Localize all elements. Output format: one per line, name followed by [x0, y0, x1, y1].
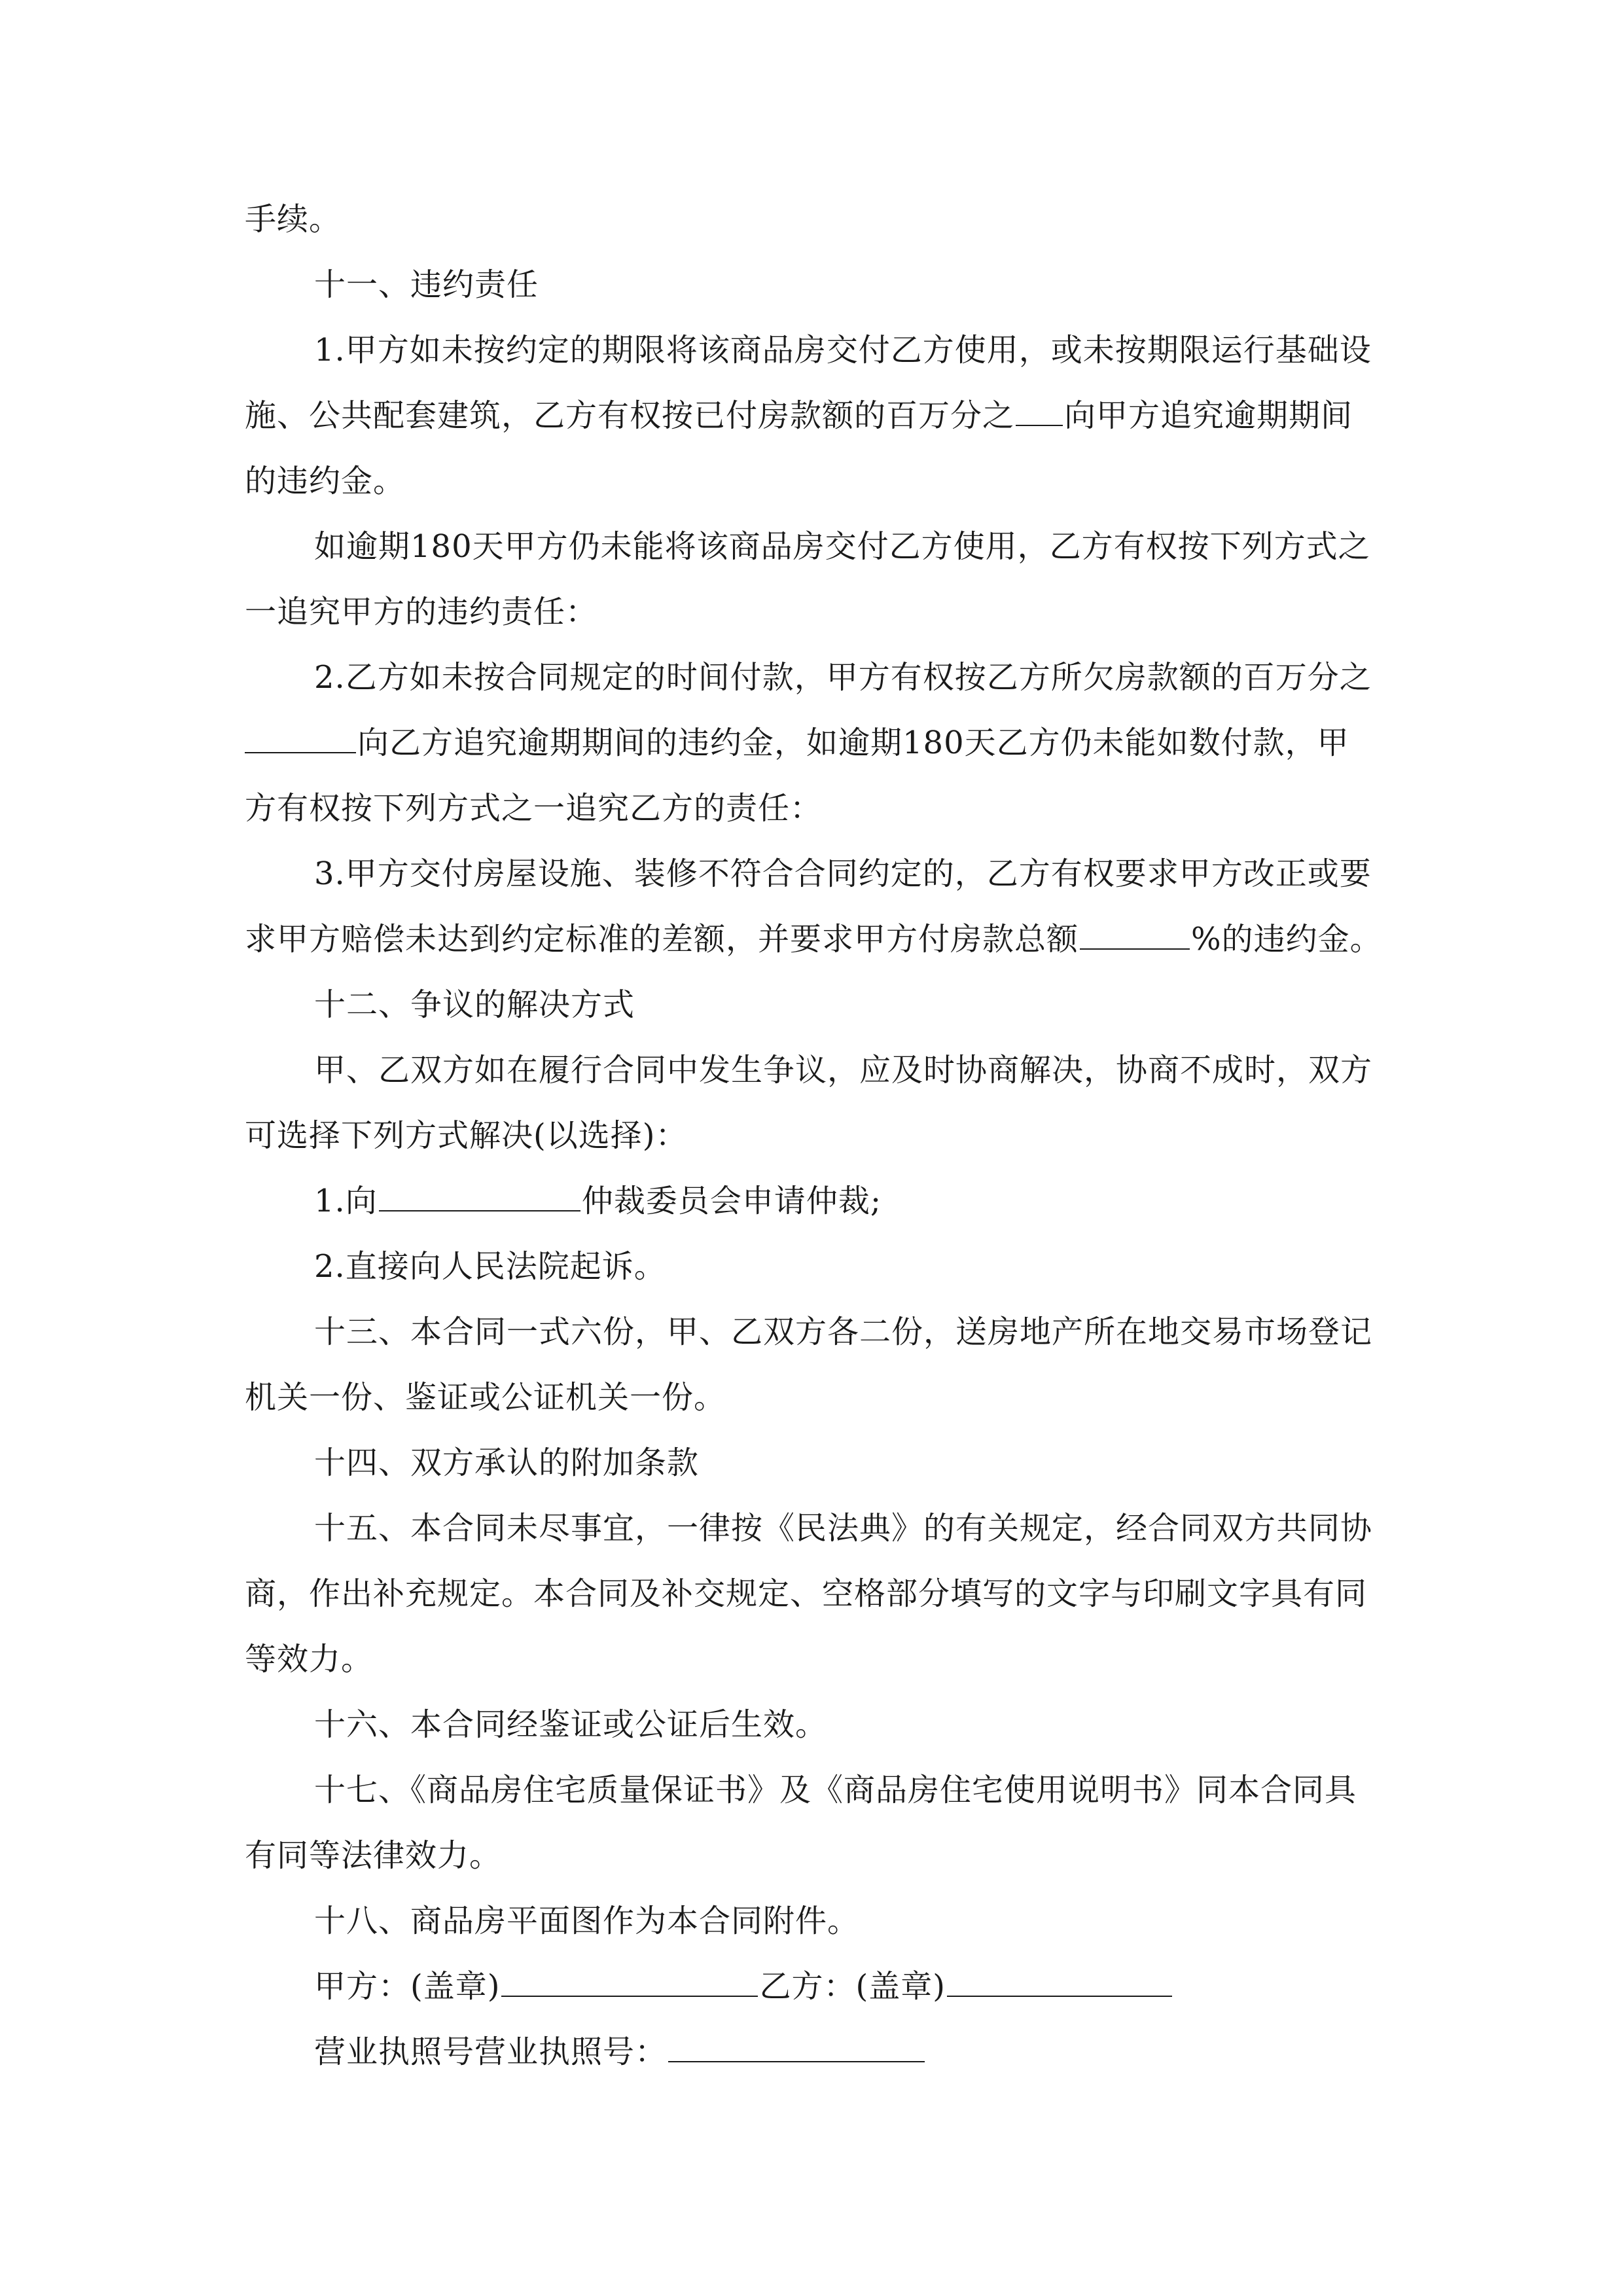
text-line: 一追究甲方的违约责任：	[245, 594, 598, 630]
text-line: 十三、本合同一式六份，甲、乙双方各二份，送房地产所在地交易市场登记	[314, 1314, 1373, 1350]
party-a-seal-label: 甲方：(盖章)	[314, 1968, 501, 2005]
party-a-seal-blank	[501, 1967, 758, 1997]
text-line: 十六、本合同经鉴证或公证后生效。	[314, 1706, 828, 1743]
text-segment: %的违约金。	[1191, 921, 1382, 958]
text-line: 等效力。	[245, 1641, 374, 1677]
text-line: 十五、本合同未尽事宜，一律按《民法典》的有关规定，经合同双方共同协	[314, 1510, 1373, 1547]
text-segment: 施、公共配套建筑，乙方有权按已付房款额的百万分之	[245, 397, 1015, 434]
text-line: 手续。	[245, 201, 342, 238]
section-heading: 十四、双方承认的附加条款	[314, 1444, 700, 1481]
text-line: 2.直接向人民法院起诉。	[314, 1248, 666, 1285]
text-segment: 1.向	[314, 1183, 378, 1219]
text-line	[245, 723, 1349, 762]
party-b-seal-blank	[947, 1967, 1172, 1997]
text-line: 十七、《商品房住宅质量保证书》及《商品房住宅使用说明书》同本合同具	[314, 1772, 1357, 1808]
text-line: 机关一份、鉴证或公证机关一份。	[245, 1379, 726, 1416]
text-segment: 向甲方追究逾期期间	[1064, 397, 1353, 434]
text-line: 2.乙方如未按合同规定的时间付款，甲方有权按乙方所欠房款额的百万分之	[314, 659, 1372, 696]
text-segment: 求甲方赔偿未达到约定标准的差额，并要求甲方付房款总额	[245, 921, 1079, 958]
text-line: 的违约金。	[245, 463, 406, 499]
text-line	[245, 920, 1382, 959]
text-line: 有同等法律效力。	[245, 1837, 502, 1874]
text-segment: 向乙方追究逾期期间的违约金，如逾期180天乙方仍未能如数付款，甲	[357, 725, 1349, 761]
text-segment: 仲裁委员会申请仲裁;	[581, 1183, 882, 1219]
text-line: 十八、商品房平面图作为本合同附件。	[314, 1903, 860, 1939]
license-blank	[668, 2032, 925, 2062]
license-line	[314, 2032, 926, 2072]
fill-blank	[1080, 920, 1190, 950]
text-line: 1.甲方如未按约定的期限将该商品房交付乙方使用，或未按期限运行基础设	[314, 332, 1372, 368]
signature-line	[314, 1967, 1173, 2006]
text-line: 商，作出补充规定。本合同及补交规定、空格部分填写的文字与印刷文字具有同	[245, 1575, 1368, 1612]
text-line: 3.甲方交付房屋设施、装修不符合合同约定的，乙方有权要求甲方改正或要	[314, 855, 1372, 892]
section-heading: 十二、争议的解决方式	[314, 986, 635, 1023]
text-line	[245, 396, 1353, 435]
text-line: 甲、乙双方如在履行合同中发生争议，应及时协商解决，协商不成时，双方	[314, 1052, 1373, 1088]
party-b-seal-label: 乙方：(盖章)	[759, 1968, 946, 2005]
text-line: 如逾期180天甲方仍未能将该商品房交付乙方使用，乙方有权按下列方式之	[314, 528, 1370, 565]
fill-blank	[245, 723, 356, 753]
text-line: 可选择下列方式解决(以选择)：	[245, 1117, 688, 1154]
text-line: 方有权按下列方式之一追究乙方的责任：	[245, 790, 823, 827]
license-label: 营业执照号营业执照号：	[314, 2034, 668, 2070]
text-line	[314, 1181, 882, 1221]
section-heading: 十一、违约责任	[314, 266, 539, 303]
fill-blank	[1016, 396, 1063, 426]
fill-blank	[379, 1181, 580, 1211]
